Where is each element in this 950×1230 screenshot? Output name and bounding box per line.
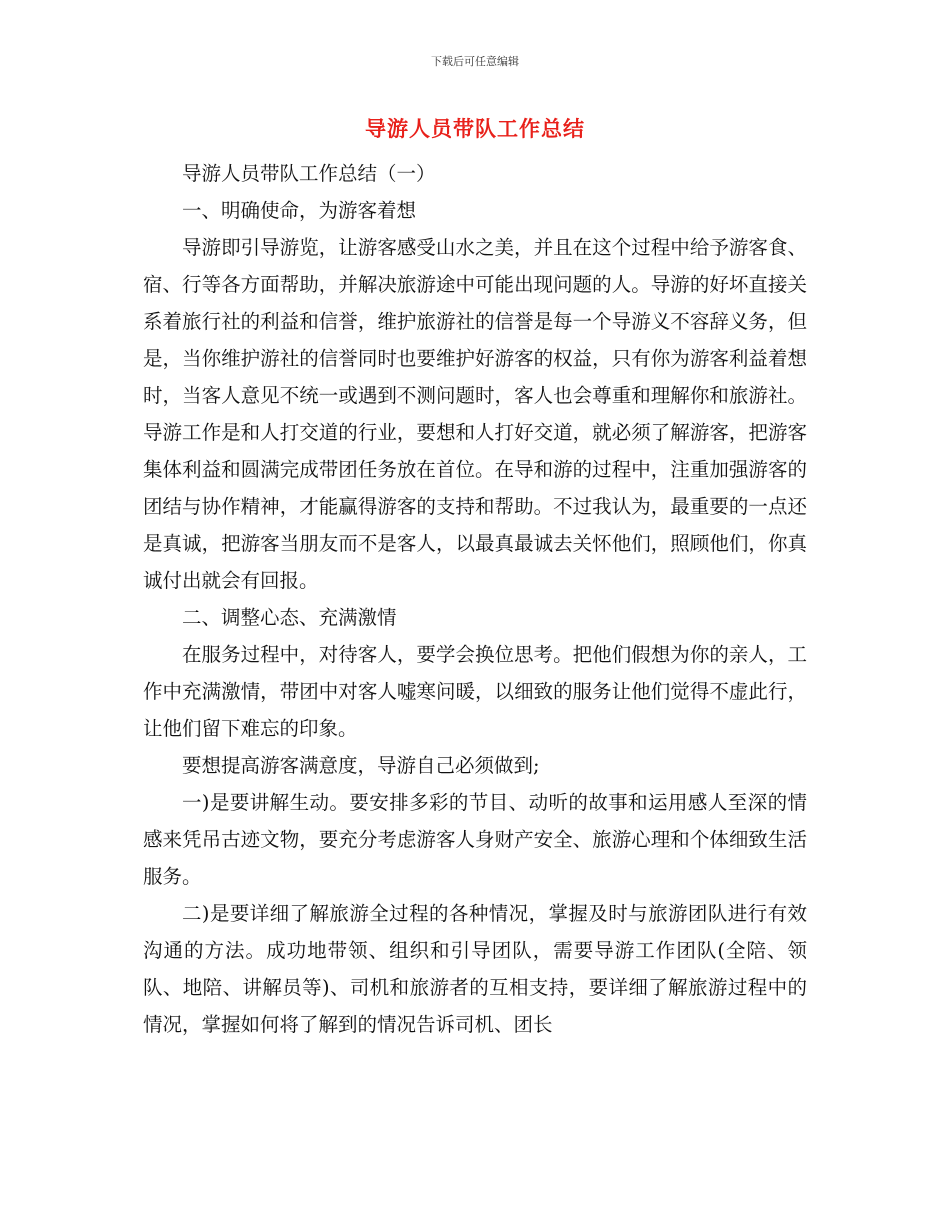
paragraph: 要想提高游客满意度，导游自己必须做到; [182, 754, 540, 777]
paragraph: 导游即引导游览，让游客感受山水之美，并且在这个过程中给予游客食、宿、行等各方面帮助，并解决旅游途中可能出现问题的人。导游的好坏直接关系着旅行社的利益和信誉，维护旅游社的信誉是每一个导游义不容辞义务，但是，当你维护游社的信誉同时也要维护好游客的权益，只有你为游客利益着想时，当客人意见不统一或遇到不测问题时，客人也会尊重和理解你和旅游社。导游工作是和人打交道的行业，要想和人打好交道，就必须了解游客，把游客集体利益和圆满完成带团任务放在首位。在导和游的过程中，注重加强游客的团结与协作精神，才能赢得游客的支持和帮助。不过我认为，最重要的一点还是真诚，把游客当朋友而不是客人，以最真最诚去关怀他们，照顾他们，你真诚付出就会有回报。 [143, 236, 807, 592]
paragraph: 一)是要讲解生动。要安排多彩的节目、动听的故事和运用感人至深的情感来凭吊古迹文物，要充分考虑游客人身财产安全、旅游心理和个体细致生活服务。 [143, 791, 807, 888]
paragraph: 二)是要详细了解旅游全过程的各种情况，掌握及时与旅游团队进行有效沟通的方法。成功地带领、组织和引导团队，需要导游工作团队(全陪、领队、地陪、讲解员等)、司机和旅游者的互相支持，要详细了解旅游过程中的情况，掌握如何将了解到的情况告诉司机、团长 [143, 902, 807, 1036]
section-heading-1: 一、明确使命，为游客着想 [182, 199, 417, 222]
paragraph-subtitle: 导游人员带队工作总结（一） [182, 162, 436, 185]
document-title: 导游人员带队工作总结 [365, 117, 585, 141]
paragraph: 在服务过程中，对待客人，要学会换位思考。把他们假想为你的亲人，工作中充满激情，带团中对客人嘘寒问暖，以细致的服务让他们觉得不虚此行，让他们留下难忘的印象。 [143, 643, 807, 740]
document-body [143, 155, 807, 1043]
section-heading-2: 二、调整心态、充满激情 [182, 606, 397, 629]
header-note: 下载后可任意编辑 [431, 55, 519, 68]
